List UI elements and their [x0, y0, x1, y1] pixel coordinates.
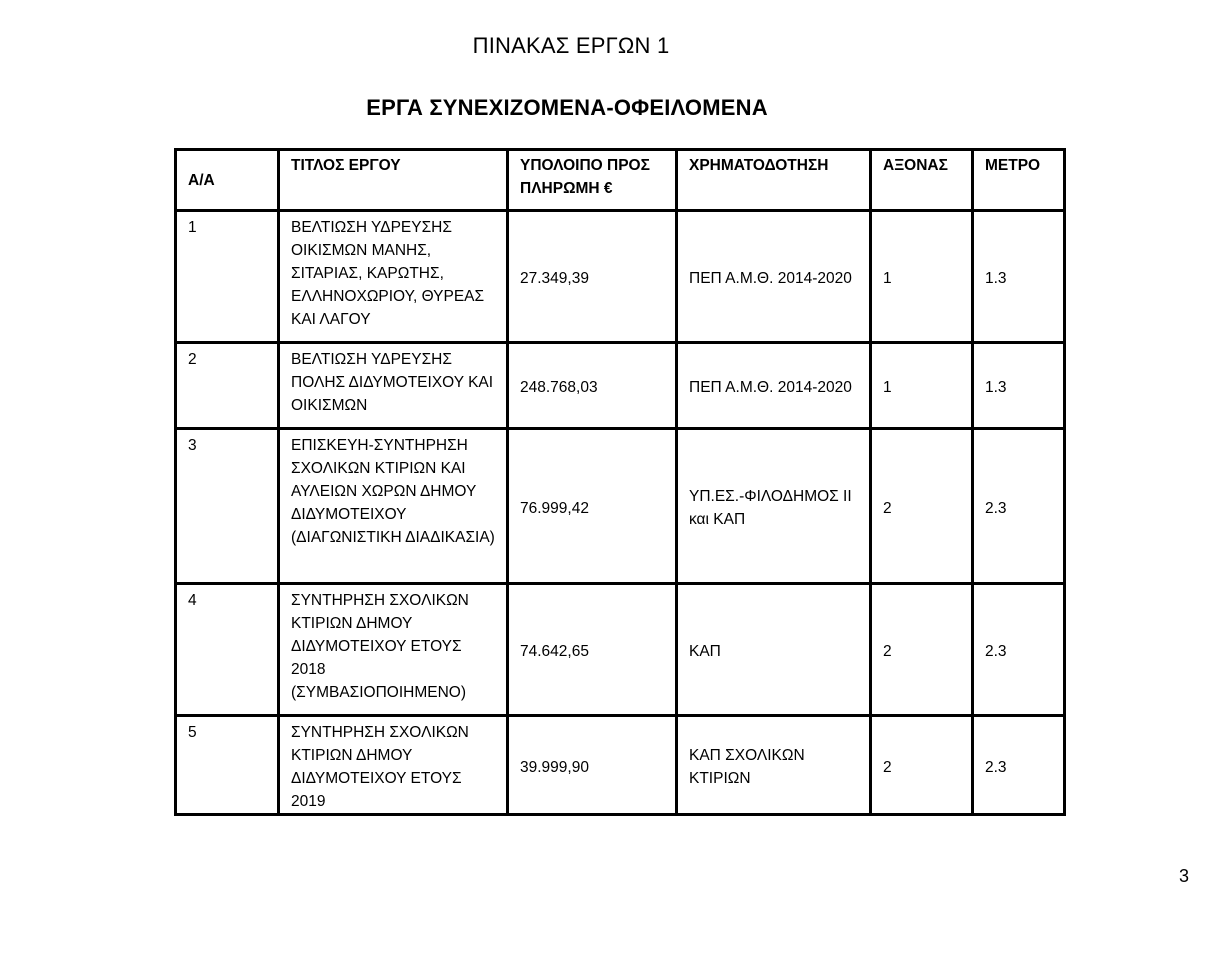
cell-title: ΒΕΛΤΙΩΣΗ ΥΔΡΕΥΣΗΣ ΠΟΛΗΣ ΔΙΔΥΜΟΤΕΙΧΟΥ ΚΑΙ ΟΙΚΙΣΜΩΝ — [279, 343, 508, 429]
header-measure: ΜΕΤΡΟ — [973, 150, 1065, 211]
table-header-row — [176, 150, 1065, 211]
table-row — [176, 343, 1065, 429]
cell-measure: 1.3 — [973, 211, 1065, 343]
header-funding: ΧΡΗΜΑΤΟΔΟΤΗΣΗ — [677, 150, 871, 211]
table-row — [176, 429, 1065, 584]
works-table — [174, 148, 1066, 816]
header-axis: ΑΞΟΝΑΣ — [871, 150, 973, 211]
cell-aa: 5 — [176, 716, 279, 815]
cell-balance: 248.768,03 — [508, 343, 677, 429]
cell-balance: 74.642,65 — [508, 584, 677, 716]
cell-aa: 2 — [176, 343, 279, 429]
header-aa: Α/Α — [176, 150, 279, 211]
cell-balance: 76.999,42 — [508, 429, 677, 584]
cell-measure: 2.3 — [973, 716, 1065, 815]
cell-aa: 1 — [176, 211, 279, 343]
document-title: ΠΙΝΑΚΑΣ ΕΡΓΩΝ 1 — [472, 33, 670, 58]
cell-aa: 3 — [176, 429, 279, 584]
cell-aa: 4 — [176, 584, 279, 716]
cell-measure: 2.3 — [973, 584, 1065, 716]
cell-axis: 2 — [871, 429, 973, 584]
cell-balance: 27.349,39 — [508, 211, 677, 343]
cell-axis: 1 — [871, 211, 973, 343]
header-balance: ΥΠΟΛΟΙΠΟ ΠΡΟΣ ΠΛΗΡΩΜΗ € — [508, 150, 677, 211]
cell-title: ΣΥΝΤΗΡΗΣΗ ΣΧΟΛΙΚΩΝ ΚΤΙΡΙΩΝ ΔΗΜΟΥ ΔΙΔΥΜΟΤΕΙΧΟΥ ΕΤΟΥΣ 2018 (ΣΥΜΒΑΣΙΟΠΟΙΗΜΕΝΟ) — [279, 584, 508, 716]
cell-funding: ΚΑΠ ΣΧΟΛΙΚΩΝ ΚΤΙΡΙΩΝ — [677, 716, 871, 815]
page-number: 3 — [1178, 866, 1189, 886]
cell-funding: ΠΕΠ Α.Μ.Θ. 2014-2020 — [677, 343, 871, 429]
cell-title: ΣΥΝΤΗΡΗΣΗ ΣΧΟΛΙΚΩΝ ΚΤΙΡΙΩΝ ΔΗΜΟΥ ΔΙΔΥΜΟΤΕΙΧΟΥ ΕΤΟΥΣ 2019 — [279, 716, 508, 815]
cell-title: ΕΠΙΣΚΕΥΗ-ΣΥΝΤΗΡΗΣΗ ΣΧΟΛΙΚΩΝ ΚΤΙΡΙΩΝ ΚΑΙ ΑΥΛΕΙΩΝ ΧΩΡΩΝ ΔΗΜΟΥ ΔΙΔΥΜΟΤΕΙΧΟΥ (ΔΙΑΓΩΝΙΣΤΙΚΗ ΔΙΑΔΙΚΑΣΙΑ) — [279, 429, 508, 584]
header-title: ΤΙΤΛΟΣ ΕΡΓΟΥ — [279, 150, 508, 211]
cell-measure: 1.3 — [973, 343, 1065, 429]
table-row — [176, 211, 1065, 343]
cell-funding: ΥΠ.ΕΣ.-ΦΙΛΟΔΗΜΟΣ ΙΙ και ΚΑΠ — [677, 429, 871, 584]
cell-funding: ΚΑΠ — [677, 584, 871, 716]
cell-measure: 2.3 — [973, 429, 1065, 584]
cell-axis: 1 — [871, 343, 973, 429]
cell-balance: 39.999,90 — [508, 716, 677, 815]
cell-title: ΒΕΛΤΙΩΣΗ ΥΔΡΕΥΣΗΣ ΟΙΚΙΣΜΩΝ ΜΑΝΗΣ, ΣΙΤΑΡΙΑΣ, ΚΑΡΩΤΗΣ, ΕΛΛΗΝΟΧΩΡΙΟΥ, ΘΥΡΕΑΣ ΚΑΙ ΛΑΓΟΥ — [279, 211, 508, 343]
cell-axis: 2 — [871, 716, 973, 815]
cell-axis: 2 — [871, 584, 973, 716]
document-subtitle: ΕΡΓΑ ΣΥΝΕΧΙΖΟΜΕΝΑ-ΟΦΕΙΛΟΜΕΝΑ — [366, 95, 768, 120]
cell-funding: ΠΕΠ Α.Μ.Θ. 2014-2020 — [677, 211, 871, 343]
table-row — [176, 716, 1065, 815]
table-row — [176, 584, 1065, 716]
